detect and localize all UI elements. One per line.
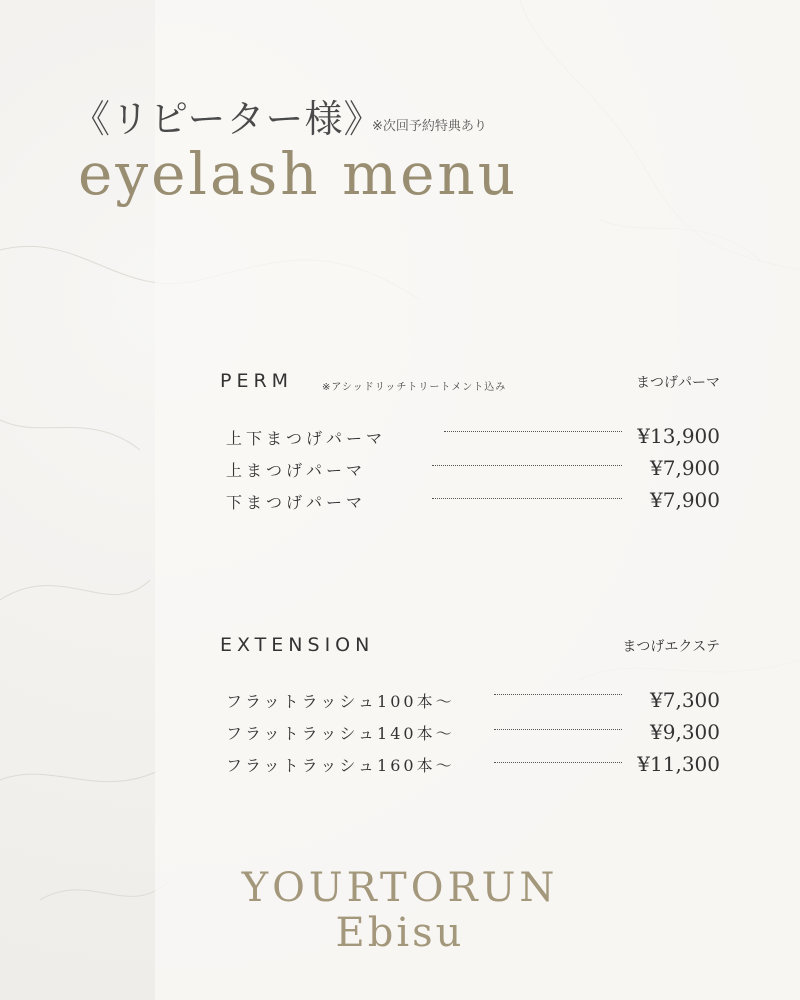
dotted-leader: [432, 465, 622, 466]
brand-name: YOURTORUN: [241, 865, 559, 911]
extension-item-price: ¥9,300: [650, 720, 720, 744]
repeater-heading: 《リピーター様》: [72, 97, 383, 141]
perm-item-name: 上まつげパーマ: [226, 461, 367, 480]
menu-title: eyelash menu: [78, 140, 519, 208]
perm-item-price: ¥13,900: [637, 424, 720, 448]
brand-location: Ebisu: [335, 910, 465, 956]
perm-section-title: PERM: [220, 370, 294, 392]
perm-section-note: ※アシッドリッチトリートメント込み: [322, 382, 507, 393]
extension-item-price: ¥7,300: [650, 688, 720, 712]
dotted-leader: [494, 729, 622, 730]
perm-item-name: 下まつげパーマ: [226, 493, 367, 512]
extension-section-title: EXTENSION: [220, 634, 375, 656]
dotted-leader: [432, 498, 622, 499]
next-booking-note: ※次回予約特典あり: [372, 119, 487, 134]
extension-item-name: フラットラッシュ160本〜: [226, 756, 455, 775]
dotted-leader: [494, 762, 622, 763]
perm-section-jp-title: まつげパーマ: [636, 375, 720, 391]
dotted-leader: [444, 431, 622, 432]
dotted-leader: [494, 694, 622, 695]
extension-section-jp-title: まつげエクステ: [622, 639, 720, 655]
extension-item-name: フラットラッシュ140本〜: [226, 724, 455, 743]
perm-item-name: 上下まつげパーマ: [226, 429, 387, 448]
extension-item-name: フラットラッシュ100本〜: [226, 692, 455, 711]
perm-item-price: ¥7,900: [650, 456, 720, 480]
perm-item-price: ¥7,900: [650, 488, 720, 512]
extension-item-price: ¥11,300: [637, 752, 720, 776]
